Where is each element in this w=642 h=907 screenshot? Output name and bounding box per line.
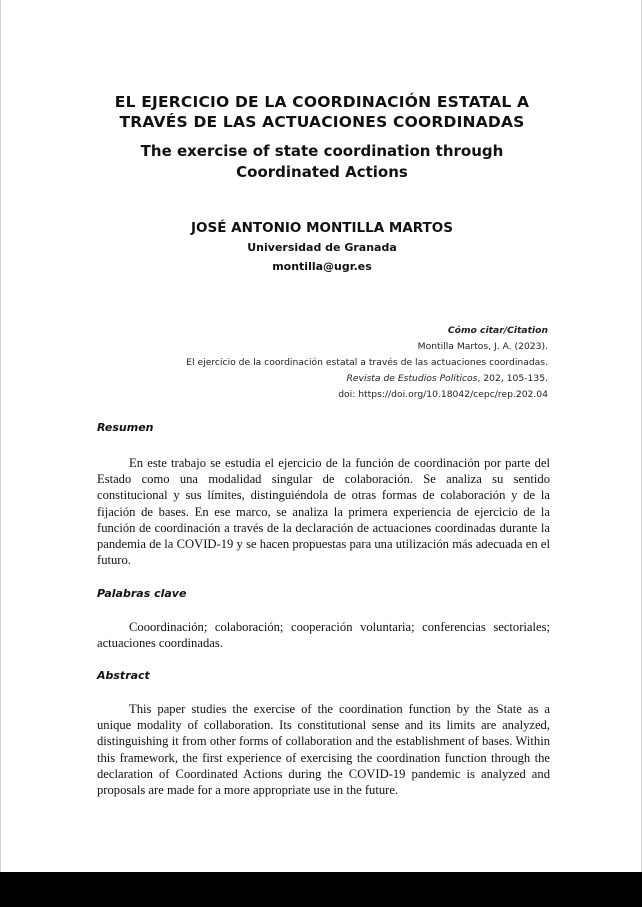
title-spanish-line2: TRAVÉS DE LAS ACTUACIONES COORDINADAS <box>119 113 525 131</box>
citation-journal <box>68 371 548 387</box>
citation-title: El ejercicio de la coordinación estatal a través de las actuaciones coordinadas. <box>186 357 548 368</box>
bottom-black-bar <box>0 872 642 907</box>
author-email: montilla@ugr.es <box>272 260 372 273</box>
palabras-clave-heading: Palabras clave <box>97 587 187 600</box>
title-english-line2: Coordinated Actions <box>236 163 408 181</box>
title-english-line1: The exercise of state coordination through <box>140 142 504 160</box>
citation-doi: doi: https://doi.org/10.18042/cepc/rep.202.04 <box>338 389 548 400</box>
title-english <box>61 141 583 183</box>
abstract-heading: Abstract <box>97 669 150 682</box>
citation-label: Cómo citar/Citation <box>447 325 548 336</box>
citation-authors: Montilla Martos, J. A. (2023). <box>417 341 548 352</box>
citation-block <box>68 323 548 403</box>
citation-journal-name: Revista de Estudios Políticos <box>346 373 478 384</box>
title-spanish-line1: EL EJERCICIO DE LA COORDINACIÓN ESTATAL A <box>114 93 530 111</box>
author-affiliation: Universidad de Granada <box>247 241 397 254</box>
resumen-heading: Resumen <box>97 421 154 434</box>
palabras-clave-text: Cooordinación; colaboración; cooperación voluntaria; conferencias sectoriales; actuaciones coordinadas. <box>97 620 550 651</box>
resumen-text: En este trabajo se estudia el ejercicio de la función de coordinación por parte del Estado como una modalidad singular de colaboración. Se analiza su sentido constitucional y sus límites, distinguiéndola de otras formas de colaboración y de la fijación de bases. En ese marco, se analiza la primera experiencia de ejercicio de la función de coordinación a través de la declaración de actuaciones coordinadas durante la pandemia de la COVID-19 y se hacen propuestas para una utilización más adecuada en el futuro. <box>97 456 550 568</box>
author-name: JOSÉ ANTONIO MONTILLA MARTOS <box>191 220 453 236</box>
citation-journal-details: , 202, 105-135. <box>477 373 548 384</box>
abstract-text: This paper studies the exercise of the coordination function by the State as a unique modality of collaboration. Its constitutional sense and its limits are analyzed, distinguishing it from other forms of collaboration and the establishment of bases. Within this framework, the first experience of exercising the coordination function through the declaration of Coordinated Actions during the COVID-19 pandemic is analyzed and proposals are made for a more appropriate use in the future. <box>97 702 550 798</box>
title-spanish <box>61 92 583 132</box>
